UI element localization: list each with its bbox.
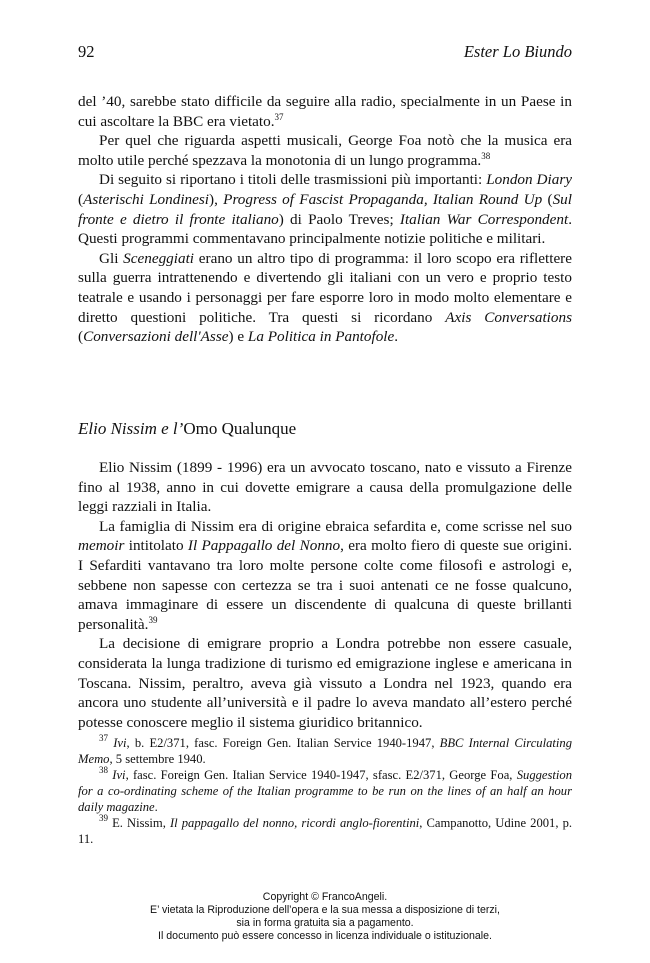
copyright-line: E’ vietata la Riproduzione dell’opera e la sua messa a disposizione di terzi, — [150, 904, 500, 916]
paragraph-5: Elio Nissim (1899 - 1996) era un avvocato toscano, nato e vissuto a Firenze fino al 1938, anno in cui dovette emigrare a causa della promulgazione delle leggi razziali in Italia. — [78, 459, 572, 516]
paragraph-text: intitolato — [124, 537, 188, 555]
footnotes — [78, 735, 572, 847]
paragraph-text: ( — [78, 190, 84, 208]
program-title: Conversazioni dell'Asse — [83, 328, 229, 346]
paragraph-text: ) di Paolo Treves; — [278, 210, 400, 228]
footnote-37 — [78, 735, 572, 767]
section-heading-roman: Omo Qualunque — [183, 419, 297, 438]
paragraph-text: ), — [209, 190, 224, 208]
footnote-39 — [78, 815, 572, 847]
paragraph-text: erano un altro tipo di programma: il loro scopo era riflettere sulla guerra intrattenendo e divertendo gli italiani con un vero e proprio testo teatrale e usando i personaggi per fare esporre loro in modo molto elementare e diretto questioni politiche. Tra questi si ricordano — [78, 249, 572, 326]
page-header — [78, 42, 572, 64]
footnote-text: . — [154, 800, 158, 814]
copyright-notice — [0, 891, 650, 943]
paragraph-7: La decisione di emigrare proprio a Londra potrebbe non essere casuale, considerata la lunga tradizione di turismo ed emigrazione inglese e americana in Toscana. Nissim, peraltro, aveva già vissuto a Londra nel 1923, quando era ancora uno studente all’università e il padre lo aveva mandato all’estero perché potesse conoscere meglio il sistema giuridico britannico. — [78, 635, 572, 731]
section-body — [78, 458, 572, 732]
footnote-number: 38 — [99, 765, 108, 775]
paragraph-text: ( — [78, 328, 84, 346]
emphasis: BBC Internal Circulating Memo — [78, 736, 572, 766]
program-title: Sceneggiati — [123, 249, 195, 267]
emphasis: Suggestion for a co-ordinating scheme of the Italian programme to be run on the lines of an half an hour daily magazine — [78, 768, 572, 814]
paragraph-text: ) e — [228, 328, 248, 346]
footnote-38 — [78, 767, 572, 815]
paragraph-text: La famiglia di Nissim era di origine ebraica sefardita e, come scrisse nel suo — [99, 517, 572, 535]
program-title: Sul fronte e dietro il fronte italiano — [78, 190, 572, 228]
copyright-line: sia in forma gratuita sia a pagamento. — [236, 917, 414, 929]
program-title: La Politica in Pantofole — [247, 328, 395, 346]
emphasis: memoir — [78, 537, 125, 555]
footnote-ref-38[interactable]: 38 — [481, 150, 491, 161]
paragraph-2 — [78, 131, 572, 170]
emphasis: Ivi — [113, 736, 127, 750]
paragraph-text: del ’40, sarebbe stato difficile da seguire alla radio, specialmente in un Paese in cui ascoltare la BBC era vietato. — [78, 93, 572, 130]
footnote-ref-37[interactable]: 37 — [274, 111, 284, 122]
running-title: Ester Lo Biundo — [463, 42, 572, 61]
paragraph-4 — [78, 249, 572, 347]
paragraph-text: Gli — [99, 249, 124, 267]
program-title: Progress of Fascist Propaganda, Italian Round Up — [223, 190, 543, 208]
paragraph-text: , era molto fiero di queste sue origini. I Sefarditi vantavano tra loro molte persone colte come filosofi e astrologi e, sebbene non sapesse con certezza se tra i suoi antenati ce ne fosse qualcuno, amava immaginare di essere un discendente di qualcuna di queste brillanti personalità. — [78, 537, 572, 633]
footnote-text: , b. E2/371, fasc. Foreign Gen. Italian Service 1940-1947, — [126, 736, 440, 750]
program-title: Italian War Correspondent — [399, 210, 569, 228]
footnote-ref-39[interactable]: 39 — [148, 614, 158, 625]
emphasis: Ivi — [112, 768, 126, 782]
emphasis: Il pappagallo del nonno, ricordi anglo-fiorentini — [169, 816, 420, 830]
paragraph-text: ( — [542, 190, 553, 208]
section-heading-italic: Elio Nissim e l’ — [78, 419, 184, 438]
footnote-text: , Campanotto, Udine 2001, p. 11. — [78, 816, 573, 846]
paragraph-text: . — [394, 328, 399, 346]
footnote-number: 39 — [99, 813, 108, 823]
footnote-text: E. Nissim, — [112, 816, 170, 830]
copyright-line: Il documento può essere concesso in licenza individuale o istituzionale. — [158, 930, 492, 942]
footnote-number: 37 — [99, 733, 108, 743]
section-heading — [78, 418, 572, 440]
program-title: Asterischi Londinesi — [83, 190, 210, 208]
program-title: Axis Conversations — [445, 308, 572, 326]
paragraph-1 — [78, 92, 572, 131]
paragraph-text: . Questi programmi commentavano principalmente notizie politiche e militari. — [78, 210, 572, 248]
footnote-text: , 5 settembre 1940. — [109, 752, 206, 766]
program-title: London Diary — [486, 171, 572, 189]
footnote-text: , fasc. Foreign Gen. Italian Service 1940-1947, sfasc. E2/371, George Foa, — [125, 768, 517, 782]
paragraph-6 — [78, 517, 572, 635]
paragraph-3 — [78, 170, 572, 248]
book-title: Il Pappagallo del Nonno — [187, 537, 341, 555]
page-number: 92 — [78, 42, 95, 61]
paragraph-text: Per quel che riguarda aspetti musicali, George Foa notò che la musica era molto utile perché spezzava la monotonia di un lungo programma. — [78, 132, 572, 169]
body-text — [78, 92, 572, 347]
paragraph-text: Di seguito si riportano i titoli delle trasmissioni più importanti: — [99, 171, 487, 189]
copyright-line: Copyright © FrancoAngeli. — [262, 891, 388, 903]
